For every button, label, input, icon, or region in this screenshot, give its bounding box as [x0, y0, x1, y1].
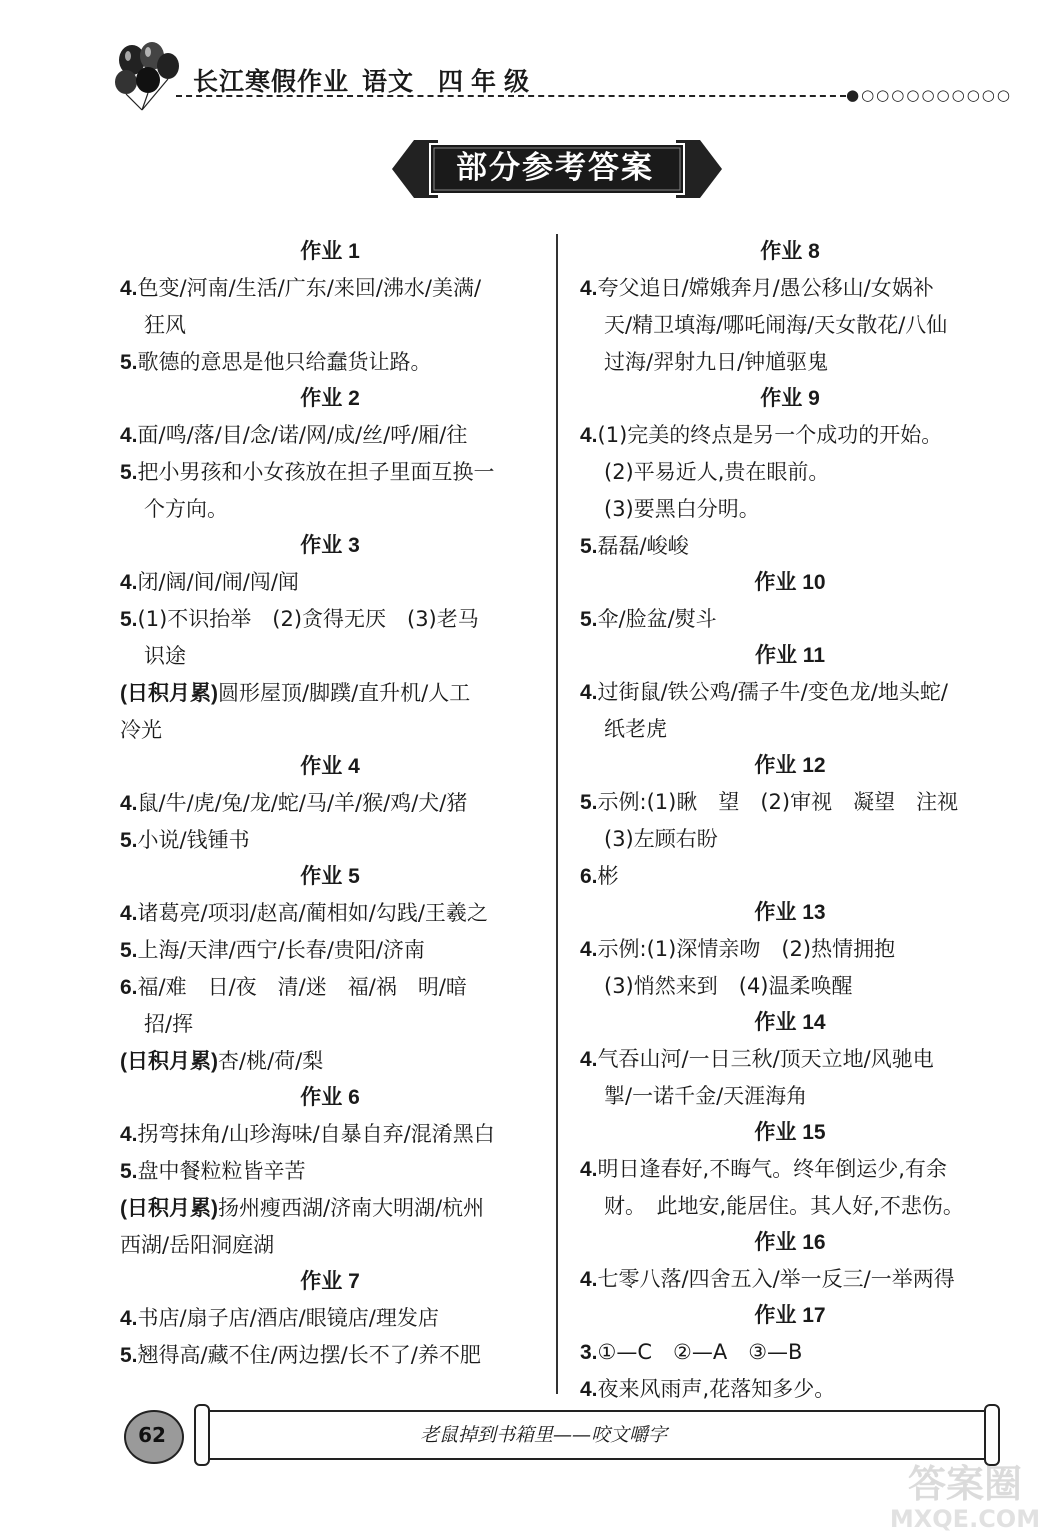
answer-text: 招/挥 [144, 1012, 194, 1036]
assignment-title: 作业 5 [300, 865, 360, 888]
watermark-text: 答案圈 [907, 1462, 1023, 1506]
watermark-url: MXQE.COM [889, 1505, 1041, 1533]
column-divider [556, 234, 558, 1394]
question-number: 4. [580, 277, 598, 300]
question-number: 4. [120, 571, 138, 594]
question-number: 4. [580, 681, 598, 704]
header-rule [176, 95, 846, 97]
watermark-logo [870, 1455, 1060, 1535]
balloons-icon [112, 42, 184, 112]
assignment-title: 作业 17 [754, 1304, 826, 1327]
answer-text: (1)完美的终点是另一个成功的开始。 [597, 423, 943, 447]
answer-text: 磊磊/峻峻 [597, 534, 689, 558]
answer-text: 过海/羿射九日/钟馗驱鬼 [604, 350, 829, 374]
assignment-title: 作业 12 [754, 754, 826, 777]
answer-line [580, 858, 1000, 895]
question-number: 4. [580, 1158, 598, 1181]
answer-line [120, 822, 540, 859]
answer-line [120, 969, 540, 1006]
answer-line [580, 1041, 1000, 1078]
footer-proverb: 老鼠掉到书箱里——咬文嚼字 [420, 1424, 668, 1446]
right-column [580, 234, 1000, 1408]
answer-text: 过街鼠/铁公鸡/孺子牛/变色龙/地头蛇/ [597, 680, 948, 704]
answer-line [120, 1190, 540, 1227]
answer-text: 杏/桃/荷/梨 [218, 1049, 324, 1073]
answer-text: 色变/河南/生活/广东/来回/沸水/美满/ [137, 276, 482, 300]
question-number: 5. [120, 939, 138, 962]
answer-line [580, 784, 1000, 821]
question-number: 5. [120, 461, 138, 484]
subject-label: 语文 [362, 67, 415, 96]
answer-line [580, 601, 1000, 638]
answer-line [580, 307, 1000, 344]
answer-text: 示例:(1)深情亲吻 (2)热情拥抱 [597, 937, 896, 961]
assignment-title: 作业 9 [760, 387, 820, 410]
answer-text: 扬州瘦西湖/济南大明湖/杭州 [218, 1196, 485, 1220]
answer-line [120, 564, 540, 601]
question-number: 5. [580, 608, 598, 631]
answer-line [120, 712, 540, 749]
assignment-title: 作业 10 [754, 571, 826, 594]
assignment-title: 作业 13 [754, 901, 826, 924]
assignment-title: 作业 8 [760, 240, 820, 263]
question-number: 4. [120, 792, 138, 815]
question-number: 4. [580, 938, 598, 961]
answer-text: 夸父追日/嫦娥奔月/愚公移山/女娲补 [597, 276, 934, 300]
answer-line [580, 968, 1000, 1005]
answer-text: 小说/钱锺书 [137, 828, 250, 852]
answer-line [120, 1227, 540, 1264]
answer-text: 掣/一诺千金/天涯海角 [604, 1084, 808, 1108]
question-number: 5. [120, 1160, 138, 1183]
question-number: 5. [120, 608, 138, 631]
answer-text: ①—C ②—A ③—B [597, 1340, 803, 1364]
answer-text: 拐弯抹角/山珍海味/自暴自弃/混淆黑白 [137, 1122, 495, 1146]
answer-line [120, 1006, 540, 1043]
answer-text: 夜来风雨声,花落知多少。 [597, 1377, 836, 1401]
answer-text: 书店/扇子店/酒店/眼镜店/理发店 [137, 1306, 439, 1330]
question-number: 4. [120, 902, 138, 925]
answer-text: (1)不识抬举 (2)贪得无厌 (3)老马 [137, 607, 479, 631]
answer-line [580, 270, 1000, 307]
answer-line [120, 601, 540, 638]
answer-text: 示例:(1)瞅 望 (2)审视 凝望 注视 [597, 790, 959, 814]
question-number: 6. [120, 976, 138, 999]
answer-text: 翘得高/藏不住/两边摆/长不了/养不肥 [137, 1343, 481, 1367]
answer-text: 纸老虎 [604, 717, 667, 741]
question-number: 4. [580, 1378, 598, 1401]
page-header [0, 0, 1062, 120]
assignment-title: 作业 14 [754, 1011, 826, 1034]
answer-line [120, 270, 540, 307]
answer-line [120, 675, 540, 712]
question-number: 6. [580, 865, 598, 888]
answer-text: 把小男孩和小女孩放在担子里面互换一 [137, 460, 495, 484]
answer-line [120, 307, 540, 344]
book-title: 长江寒假作业 [193, 67, 350, 96]
answer-line [580, 417, 1000, 454]
answer-line [580, 931, 1000, 968]
question-number: 3. [580, 1341, 598, 1364]
grade-label: 四年级 [438, 67, 538, 96]
answer-line [120, 1116, 540, 1153]
answer-text: (3)要黑白分明。 [604, 497, 760, 521]
answer-text: 伞/脸盆/熨斗 [597, 607, 717, 631]
answer-line [580, 1371, 1000, 1408]
answer-line [580, 1151, 1000, 1188]
answer-text: 西湖/岳阳洞庭湖 [120, 1233, 275, 1257]
question-number: (日积月累) [120, 1050, 218, 1073]
answer-line [580, 1334, 1000, 1371]
answer-text: 七零八落/四舍五入/举一反三/一举两得 [597, 1267, 955, 1291]
answer-text: 识途 [144, 644, 186, 668]
assignment-title: 作业 15 [754, 1121, 826, 1144]
answer-line [580, 674, 1000, 711]
answer-line [580, 344, 1000, 381]
answer-line [580, 528, 1000, 565]
answer-text: (3)悄然来到 (4)温柔唤醒 [604, 974, 853, 998]
assignment-title: 作业 1 [300, 240, 360, 263]
banner-title: 部分参考答案 [456, 150, 654, 186]
answer-line [120, 1153, 540, 1190]
answer-text: 个方向。 [144, 497, 228, 521]
assignment-title: 作业 2 [300, 387, 360, 410]
answer-line [120, 785, 540, 822]
answer-line [580, 711, 1000, 748]
assignment-title: 作业 16 [754, 1231, 826, 1254]
answer-line [580, 1261, 1000, 1298]
question-number: 4. [120, 1307, 138, 1330]
answer-text: 狂风 [144, 313, 186, 337]
page-number: 62 [138, 1423, 166, 1447]
answer-line [580, 1078, 1000, 1115]
question-number: 5. [580, 791, 598, 814]
scroll-end-left [194, 1404, 210, 1466]
answer-line [120, 932, 540, 969]
answer-text: 盘中餐粒粒皆辛苦 [137, 1159, 306, 1183]
question-number: 4. [120, 424, 138, 447]
answer-line [120, 491, 540, 528]
answer-text: 面/鸣/落/目/念/诺/网/成/丝/呼/厢/往 [137, 423, 468, 447]
answer-line [120, 454, 540, 491]
answer-text: 诸葛亮/项羽/赵高/蔺相如/勾践/王羲之 [137, 901, 488, 925]
answer-line [120, 1337, 540, 1374]
question-number: 5. [120, 351, 138, 374]
answer-line [120, 638, 540, 675]
answer-line [120, 895, 540, 932]
assignment-title: 作业 7 [300, 1270, 360, 1293]
answer-line [580, 454, 1000, 491]
answer-text: (2)平易近人,贵在眼前。 [604, 460, 830, 484]
answer-text: 圆形屋顶/脚蹼/直升机/人工 [218, 681, 471, 705]
question-number: 4. [120, 277, 138, 300]
question-number: 4. [580, 1268, 598, 1291]
question-number: 4. [580, 1048, 598, 1071]
assignment-title: 作业 6 [300, 1086, 360, 1109]
answer-text: 气吞山河/一日三秋/顶天立地/风驰电 [597, 1047, 934, 1071]
answer-text: 歌德的意思是他只给蠢货让路。 [137, 350, 432, 374]
answer-line [120, 1043, 540, 1080]
answer-text: 福/难 日/夜 清/迷 福/祸 明/暗 [137, 975, 467, 999]
answer-text: 财。 此地安,能居住。其人好,不悲伤。 [604, 1194, 964, 1218]
assignment-title: 作业 11 [754, 644, 826, 667]
question-number: (日积月累) [120, 1197, 218, 1220]
left-column [120, 234, 540, 1374]
answer-line [120, 417, 540, 454]
answer-text: 彬 [597, 864, 619, 888]
question-number: 5. [120, 829, 138, 852]
answer-text: (3)左顾右盼 [604, 827, 718, 851]
answer-text: 鼠/牛/虎/兔/龙/蛇/马/羊/猴/鸡/犬/猪 [137, 791, 468, 815]
answer-line [120, 344, 540, 381]
answer-line [580, 1188, 1000, 1225]
question-number: 4. [120, 1123, 138, 1146]
header-dots: ●○○○○○○○○○○ [846, 86, 1012, 104]
answer-line [580, 491, 1000, 528]
answer-text: 冷光 [120, 718, 162, 742]
question-number: 5. [120, 1344, 138, 1367]
answer-text: 天/精卫填海/哪吒闹海/天女散花/八仙 [604, 313, 948, 337]
answer-line [580, 821, 1000, 858]
question-number: 4. [580, 424, 598, 447]
assignment-title: 作业 4 [300, 755, 360, 778]
answer-text: 上海/天津/西宁/长春/贵阳/济南 [137, 938, 425, 962]
assignment-title: 作业 3 [300, 534, 360, 557]
answer-text: 明日逢春好,不晦气。终年倒运少,有余 [597, 1157, 947, 1181]
question-number: 5. [580, 535, 598, 558]
question-number: (日积月累) [120, 682, 218, 705]
answer-line [120, 1300, 540, 1337]
answer-text: 闭/阔/间/闹/闯/闻 [137, 570, 299, 594]
